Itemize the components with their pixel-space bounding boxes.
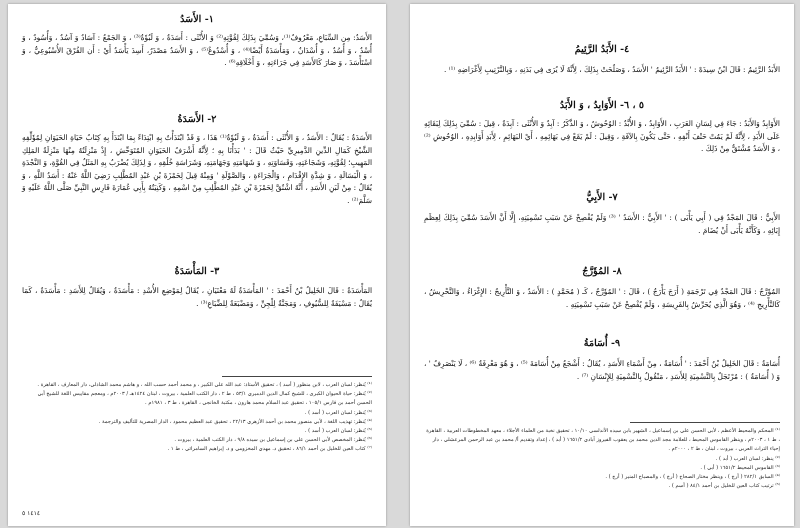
entry-text-asad: الأَسَدُ: مِن السِّبَاعِ، مَعْرُوفٌ⁽¹⁾، وَسُمِّيَ بِذَلِكَ لِقُوَّتِهِ⁽²⁾ وَ الأُنْثَى : أَسَدَةٌ ، وَ لَبُؤَةٌ⁽³⁾ ، وَ الجَمْعُ : آسَادٌ وَ آسُدٌ ، وَأُسُودٌ ، وَ أُسْدٌ ، وَ أُسُدٌ ، وَ أُسْدَانٌ ، وَمَأْسَدَةٌ أَيْضًا⁽⁴⁾ ، وَ أُسْدُوعٌ⁽⁵⁾ ، وَ الأَسَدُ مَصْدَرٌ، أَسِدَ يَأْسَدُ أَيْ : أَن الفُرْقَ الأُسْبُوعِيُّ ، وَ اسْتَأْسَدَ ، وَ صَارَ كَالأَسَدِ فِي جَرَاءَتِهِ ، وَ أَخْلَاقِهِ⁽⁶⁾ . xyxy=(22,33,372,67)
footnote-5: ⁽⁵⁾ يُنظر: لسان العرب ( أسد ) . xyxy=(304,428,372,435)
document-page-right xyxy=(410,4,794,526)
document-page-left xyxy=(8,4,386,526)
footnote-6: ⁽⁶⁾ يُنظر: المخصص لأبي الحسن علي بن إسماعيل بن سيده ٩/٨ ، دار الكتب العلمية ، بيروت . xyxy=(174,437,372,444)
footnotes-right xyxy=(424,427,780,491)
entry-title-awabid: ٥ ، ٦- الأَوَابِدُ ، وَ الأَبَدُ xyxy=(559,100,645,111)
entry-title-asada: ٢- الأَسَدَةُ xyxy=(177,114,217,125)
entry-text-masada: المَأْسَدَةُ : قَالَ الخَلِيلُ بْنُ أَحْمَدَ : ' المَأْسَدَةُ لَهُ مَعْنَيَانِ ، يُقَالُ لِمَوْضِعِ الأُسْدِ : مَأْسَدَةٌ ، وَيُقَالُ لِلأَسَدِ : مَأْسَدَةٌ ، كَمَا يُقَالُ : مَسْيَفَةٌ لِلسُّيُوفِ ، وَمَجَنَّةٌ لِلْجِنِّ ، وَمَضْبَعَةٌ لِلضِّبَاعِ⁽³⁾ . xyxy=(22,286,372,308)
footnote-5: ⁽⁵⁾ ترتيب كتاب العين للخليل بن أحمد ٨٤/١ ( أسم ) . xyxy=(668,483,780,490)
entry-title-usama: ٩- أُسَامَةُ xyxy=(583,338,621,349)
entry-title-asad: ١- الأَسَدُ xyxy=(180,14,214,25)
entry-title-muarraj: ٨- المُؤَرَّجُ xyxy=(582,266,622,277)
footnote-1: ⁽¹⁾ المحكم والمحيط الأعظم ، لأبي الحسن علي بن إسماعيل ، الشهير بابن سيده الأندلسي ١٠/١٠ ، تحقيق نخبة من العلماء الأجلاء ، معهد المخطوطات العربية ، القاهرة ، ط ١ ، ٢٠٠٣م ، وينظر القاموس المحيط ، للعلامة مجد الدين محمد بن يعقوب الفيروز آبادي ١٦٥١/٢ ( أبد ) ، إعداد وتقديم أ/ محمد بن عبد الرحمن المرعشلي ، دار إحياء التراث العربي ، بيروت ، لبنان ، ط ٢ ، ٢٠٠٠م . xyxy=(426,428,780,453)
entry-text-usama: أُسَامَةُ : قَالَ الخَلِيلُ بْنُ أَحْمَدَ : ' أُسَامَةُ ، مِنْ أَسْمَاءِ الأَسَدِ ، يُقَالُ : أَشْجَعُ مِنْ أُسَامَةَ ⁽⁵⁾ ، وَ هُوَ مَعْرِفَةٌ ⁽⁶⁾ ، لَا يَنْصَرِفُ ' ، وَ ( أُسَامَةُ ) : مُرْتَجَلٌ بِالتَّسْمِيَةِ لِلأَسَدِ ، مَنْقُولٌ بِالتَّسْمِيَةِ لِلإِنْسَانِ ⁽⁷⁾ . xyxy=(424,359,780,381)
entry-title-abiyy: ٧- الأَبِيُّ xyxy=(586,192,618,203)
footnote-separator xyxy=(222,376,372,377)
footnote-separator xyxy=(630,422,780,423)
footnote-2: ⁽²⁾ يُنظر: حياة الحيوان الكبرى ، للشيخ كمال الدين الدميري ٥٣/١ ، ط ٢ ، دار الكتب العلمية ، بيروت ، لبنان ١٤٢٤هـ / ٢٠٠٣م ، ومعجم مقاييس اللغة للشيخ أبي الحسن أحمد بن فارس ١٠٥/١ ، تحقيق عبد السلام محمد هارون ، مكتبة الخانجي ، القاهرة ، ط ٣ ، ١٩٨١م . xyxy=(37,391,372,407)
footnote-7: ⁽⁷⁾ كتاب العين للخليل بن أحمد ٨٦/١ ، تحقيق د. مهدي المخزومي و د. إبراهيم السامرائي ، ط ١ . xyxy=(167,446,372,453)
footnote-1: ⁽¹⁾ يُنظر: لسان العرب ، لابن منظور ( أسد ) ، تحقيق الأستاذ: عبد الله علي الكبير ، و محمد أحمد حسب الله ، و هاشم محمد الشاذلي، دار المعارف ، القاهرة . xyxy=(37,382,372,388)
footnote-3: ⁽³⁾ القاموس المحيط ١٦٥١/٢ ( أبي ) . xyxy=(700,464,780,471)
footnotes-left xyxy=(22,381,372,455)
entry-text-abad-raim: الأَبَدُ الرَّئِيمُ : قَالَ ابْنُ سِيدَهْ : ' الأَبَدُ الرَّئِيمُ ' الأَسَدُ ، وَصَلُحَتْ بِذَلِكَ ، لِأَنَّهُ لَا يُرَى فِي بَدَنِهِ ، وَبِالتَّرْتِيبِ لِأَغْرَاضِهِ ⁽¹⁾ . xyxy=(443,65,780,74)
page-number: ١٤١٤ ٥ xyxy=(22,510,41,517)
entry-title-masada: ٣- المَأْسَدَةُ xyxy=(174,266,220,277)
footnote-4: ⁽⁴⁾ يُنظر: تهذيب اللغة ، لأبي منصور محمد بن أحمد الأزهري ٢٢/١٣ ، تحقيق عبد العظيم محمود ، الدار المصرية للتأليف والترجمة . xyxy=(98,418,372,425)
entry-title-abad-raim: ٤- الأَبَدُ الرَّئِيمُ xyxy=(574,44,630,55)
entry-text-abiyy: الأَبِيُّ : قَالَ المَجْدُ فِي ( أَبِي يَأْبَى ) : ' الأَبِيُّ : الأَسَدُ ' ⁽³⁾ وَلَمْ يُفْصِحْ عَنْ سَبَبِ تَسْمِيَتِهِ، إِلَّا أَنَّ الأَسَدَ سُمِّيَ بِذَلِكَ لِعِظَمِ إِبَائِهِ ، وَكَأَنَّهُ يَأْبَى أَنْ يُضَامَ . xyxy=(424,213,780,235)
footnote-3: ⁽³⁾ يُنظر: لسان العرب ( أسد ) . xyxy=(304,409,372,416)
entry-text-awabid: الأَوَابِدُ وَالأَبَدُ : جَاءَ فِي لِسَانِ العَرَبِ ، الأَوَابِدُ ، وَ الأُبَّدُ : الوُحُوشُ ، وَ الذَّكَرُ : آبِدٌ وَ الأُنْثَى : آبِدَةٌ ، قِيلَ : سُمِّيَ بِذَلِكَ لِبَقَائِهِ عَلَى الأَبَدِ ، لِأَنَّهُ لَمْ يَمُتْ حَتْفَ أَنْفِهِ ، حَتَّى يَكُونَ بِالآفَةِ ، وَقِيلَ : لَمْ يَقَعْ فِي بَهَائِمِهِ ، أَيْ البَهَائِمِ ، لِأَبَدِ أَوَابِدِهِ ، الوُحُوشِ ⁽²⁾ ، وَ الأَسَدُ مُشْتَقٌّ مِنْ ذَلِكَ . xyxy=(424,119,780,153)
entry-text-asada: الأَسَدَةُ : يُقَالُ : الأَسَدُ ، وَ الأُنْثَى : أَسَدَةٌ ، وَ لَبُؤَةٌ⁽¹⁾ هَذَا ، وَ قَدْ ابْتَدَأْتُ بِهِ ابْتِدَاءً بِمَا ابْتَدَأَ بِهِ كِتَابُ حَيَاةِ الحَيَوَانِ لِمُؤَلِّفِهِ الشَّيْخِ كَمَالِ الدِّينِ الدَّمِيرِيِّ حَيْثُ قَالَ : ' بَدَأْنَا بِهِ ؛ لِأَنَّهُ أَشْرَفُ الحَيَوَانِ المُتَوَحِّشِ ، إِذْ مَنْزِلَتُهُ مِنْهَا مَنْزِلَةُ المَلِكِ المَهِيبِ؛ لِقُوَّتِهِ، وَشَجَاعَتِهِ، وَقَسَاوَتِهِ ، وَ شَهَامَتِهِ وَجَهَامَتِهِ، وَشَرَاسَةِ خُلُقِهِ ، وَ لِذَلِكَ يُضْرَبُ بِهِ المَثَلُ فِي القُوَّةِ، وَ النَّجْدَةِ ، وَ الْبَسَالَةِ ، وَ شِدَّةِ الإِقْدَامِ ، وَالْجَرَاءَةِ ، وَالصَّوْلَةِ ' وَمِنْهُ قِيلَ لِحَمْزَةَ بْنِ عَبْدِ المُطَّلِبِ رَضِيَ اللَّهُ عَنْهُ : أَسَدُ اللَّهِ ، وَ يُقَالُ : مِنْ لَبَنِ الأَسَدِ ، أَنَّهُ اشْتُقَّ لِحَمْزَةَ بْنِ عَبْدِ المُطَّلِبِ مِنْ اسْمِهِ ، وَكَنِيَتُهُ بِأَبِي عُمَارَةَ فَارِسِ النَّبِيِّ صَلَّى اللَّهُ عَلَيْهِ وَ سَلَّمَ⁽²⁾ . xyxy=(22,133,372,205)
entry-text-muarraj: المُؤَرَّجُ : قَالَ المَجْدُ فِي تَرْجَمَةِ ( أَرَجَ يَأْرَجُ ) ، قَالَ : ' المُؤَرَّجُ ، كَـ ( مُحَمَّدٍ ) : الأَسَدُ ، وَ التَّأْرِيجُ : الإِغْرَاءُ ، وَالتَّحْرِيشُ ، كَالتَّأْرِيجِ ⁽⁴⁾ ، وَهُوَ الَّذِي يُحَرِّشُ بِالفَرِيسَةِ ، وَلَمْ يُفْصِحْ عَنْ سَبَبِ تَسْمِيَتِهِ . xyxy=(424,287,780,309)
footnote-4: ⁽⁴⁾ السابق ٢٨٢/١ ( أرج ) ، وينظر مختار الصحاح ( أرج ) ، والمصباح المنير ( أرج ) . xyxy=(605,474,780,481)
footnote-2: ⁽²⁾ ينظر: لسان العرب ( أبد ) . xyxy=(715,455,780,462)
